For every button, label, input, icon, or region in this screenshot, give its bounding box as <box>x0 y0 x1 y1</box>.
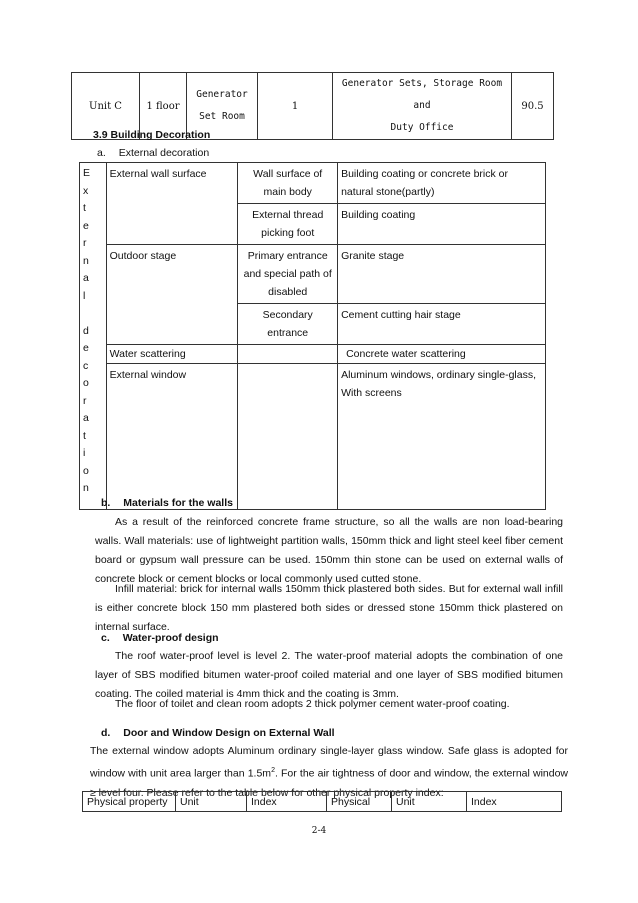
position-cell: External thread picking foot <box>238 204 338 245</box>
vertical-char: t <box>83 429 86 442</box>
section-c-heading <box>101 629 219 648</box>
vertical-char: l <box>83 289 86 302</box>
part-cell: Water scattering <box>106 345 238 364</box>
count-cell: 1 <box>258 73 333 140</box>
vertical-char: d <box>83 324 89 337</box>
position-cell: Wall surface of main body <box>238 163 338 204</box>
vertical-char: n <box>83 482 89 494</box>
material-line: With screens <box>341 387 402 399</box>
section-c-paragraph-2: The floor of toilet and clean room adopts 2 thick polymer cement water-proof coating. <box>115 698 510 710</box>
section-c-paragraph-1: The roof water-proof level is level 2. The water-proof material adopts the combination of one layer of SBS modified bitumen water-proof coiled material and one layer of SBS modified bitumen coating. The coiled material is 4mm thick and the coating is 3mm. <box>95 650 563 700</box>
use-line2: Duty Office <box>390 122 454 133</box>
vertical-char: o <box>83 464 89 477</box>
material-cell <box>338 364 546 510</box>
material-cell: Cement cutting hair stage <box>338 304 546 345</box>
section-b-paragraph-2: Infill material: brick for internal walls 150mm thick plastered both sides. But for external wall infill is either concrete block 150 mm plastered both sides or dressed stone 150mm thick plastered on internal surface. <box>95 583 563 633</box>
position-cell <box>238 364 338 510</box>
material-cell: Building coating or concrete brick or natural stone(partly) <box>338 163 546 204</box>
section-b-heading <box>101 494 233 513</box>
decoration-table <box>79 162 546 510</box>
vertical-char: n <box>83 254 89 267</box>
section-b-letter: b. <box>101 497 111 509</box>
vertical-char: a <box>83 272 89 284</box>
vertical-gap <box>83 305 103 323</box>
section-d-text-1: The external window adopts Aluminum ordinary single-layer glass window. Safe glass is adopted for window with unit area larger than 1.5m <box>90 745 568 780</box>
vertical-label <box>80 163 107 510</box>
vertical-char: E <box>83 167 91 179</box>
use-line1: Generator Sets, Storage Room and <box>341 78 503 111</box>
room-line1: Generator <box>196 89 248 100</box>
part-cell: Outdoor stage <box>106 245 238 345</box>
room-line2: Set Room <box>199 111 245 122</box>
vertical-char: r <box>83 237 87 249</box>
table-header-cell: Index <box>467 792 562 812</box>
table-header-cell: Index <box>247 792 327 812</box>
section-d-title: Door and Window Design on External Wall <box>123 727 335 739</box>
position-cell <box>238 345 338 364</box>
vertical-char: i <box>83 447 86 459</box>
area-cell: 90.5 <box>512 73 554 140</box>
material-cell: Building coating <box>338 204 546 245</box>
vertical-char: t <box>83 202 86 214</box>
subsection-a <box>97 144 209 163</box>
section-d-text-2: . For the air tightness of door and window, the external window ≥ level four. Please refer to the table below for other physical property index: <box>90 767 568 799</box>
section-b-paragraph-1: As a result of the reinforced concrete frame structure, so all the walls are non load-bearing walls. Wall materials: use of lightweight partition walls, 150mm thick and light steel keel fiber cement board or gypsum wall pressure can be used. 150mm thin stone can be used on external walls of concrete block or cement blocks or local commonly used cutted stone. <box>95 516 563 585</box>
subsection-a-title: External decoration <box>118 147 210 159</box>
section-b-title: Materials for the walls <box>123 497 233 509</box>
section-c-letter: c. <box>101 632 110 644</box>
material-line: Aluminum windows, ordinary single-glass, <box>341 369 537 381</box>
vertical-char: o <box>83 377 89 389</box>
section-d-heading <box>101 724 335 743</box>
table-header-cell: Unit <box>392 792 467 812</box>
vertical-char: a <box>83 412 89 424</box>
vertical-char: x <box>83 184 89 197</box>
vertical-char: e <box>83 219 89 232</box>
material-cell: Concrete water scattering <box>338 345 546 364</box>
part-cell: External window <box>106 364 238 510</box>
unit-cell: Unit C <box>72 73 140 140</box>
section-d-letter: d. <box>101 727 111 739</box>
vertical-char: c <box>83 359 89 372</box>
vertical-char: r <box>83 394 87 407</box>
use-cell <box>333 73 512 140</box>
floor-cell: 1 floor <box>140 73 187 140</box>
section-d-superscript: 2 <box>271 767 275 774</box>
position-cell: Primary entrance and special path of disabled <box>238 245 338 304</box>
table-header-cell: Physical <box>327 792 392 812</box>
material-cell: Granite stage <box>338 245 546 304</box>
page-number: 2-4 <box>311 826 327 836</box>
section-c-title: Water-proof design <box>122 632 219 644</box>
part-cell: External wall surface <box>106 163 238 245</box>
physical-property-table <box>82 791 562 812</box>
position-cell: Secondary entrance <box>238 304 338 345</box>
vertical-char: e <box>83 342 89 354</box>
table-header-cell: Physical property <box>83 792 176 812</box>
table-header-cell: Unit <box>176 792 247 812</box>
subsection-a-letter: a. <box>97 147 106 159</box>
section-title: 3.9 Building Decoration <box>93 129 211 141</box>
